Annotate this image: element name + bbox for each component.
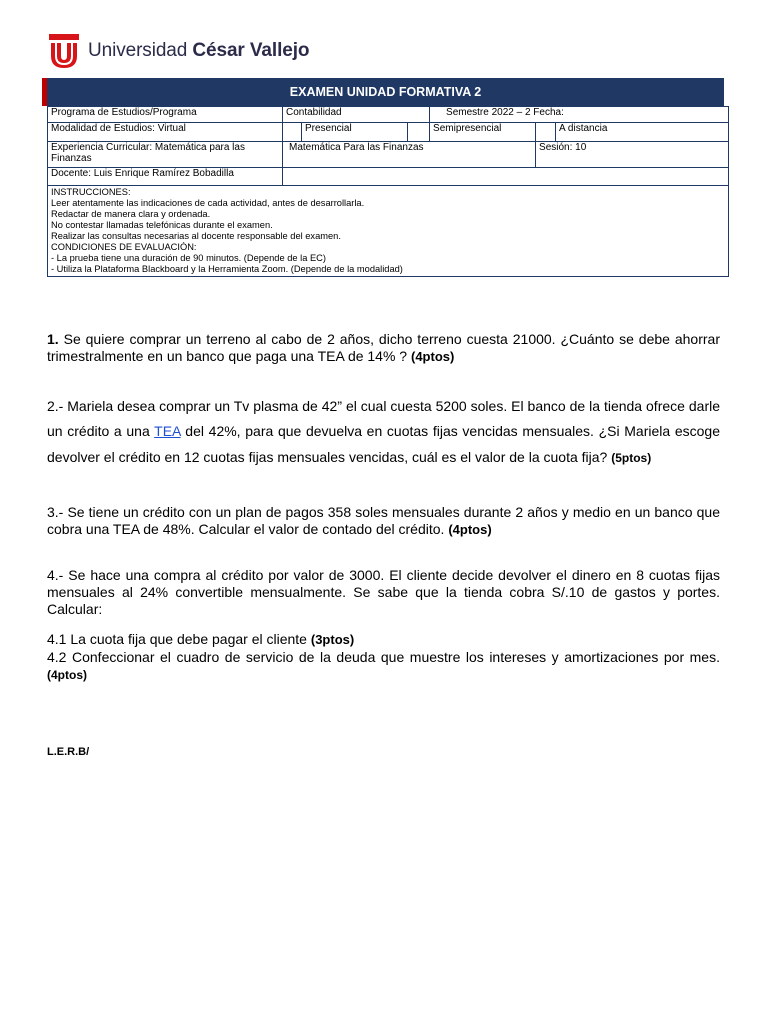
signature-initials: L.E.R.B/ [47, 746, 90, 758]
instruction-line: Leer atentamente las indicaciones de cada actividad, antes de desarrollarla. [51, 198, 365, 208]
condition-line: - Utiliza la Plataforma Blackboard y la Herramienta Zoom. (Depende de la modalidad) [51, 264, 403, 274]
instruction-line: No contestar llamadas telefónicas durante el examen. [51, 220, 273, 230]
question-4-2: 4.2 Confeccionar el cuadro de servicio de la deuda que muestre los intereses y amortizaciones por mes. (4ptos) [47, 649, 720, 682]
instructions-box [48, 186, 729, 277]
exam-header [42, 78, 724, 277]
university-logo [49, 34, 309, 68]
teacher-extra-cell [283, 168, 729, 186]
teacher-name: Docente: Luis Enrique Ramírez Bobadilla [48, 168, 283, 186]
modality-label: Modalidad de Estudios: Virtual [48, 123, 283, 142]
semester-date: Semestre 2022 – 2 Fecha: [430, 107, 729, 123]
condition-line: - La prueba tiene una duración de 90 minutos. (Depende de la EC) [51, 253, 326, 263]
semipresencial-label: Semipresencial [430, 123, 536, 142]
exam-info-table [47, 106, 729, 277]
instruction-line: Realizar las consultas necesarias al docente responsable del examen. [51, 231, 341, 241]
distancia-checkbox[interactable] [536, 123, 556, 142]
university-name: Universidad César Vallejo [88, 40, 310, 61]
presencial-checkbox[interactable] [283, 123, 302, 142]
question-3: 3.- Se tiene un crédito con un plan de pagos 358 soles mensuales durante 2 años y medio en un banco que cobra una TEA de 48%. Calcular el valor de contado del crédito. (4ptos) [47, 504, 720, 537]
conditions-heading: CONDICIONES DE EVALUACIÓN: [51, 242, 197, 252]
subject-name: Matemática Para las Finanzas [283, 142, 536, 168]
exam-title: EXAMEN UNIDAD FORMATIVA 2 [42, 78, 724, 106]
session-number: Sesión: 10 [536, 142, 729, 168]
experience-label: Experiencia Curricular: Matemática para las Finanzas [48, 142, 283, 168]
program-label: Programa de Estudios/Programa [48, 107, 283, 123]
instruction-line: Redactar de manera clara y ordenada. [51, 209, 211, 219]
presencial-label: Presencial [302, 123, 408, 142]
program-value: Contabilidad [283, 107, 430, 123]
question-2: 2.- Mariela desea comprar un Tv plasma de 42” el cual cuesta 5200 soles. El banco de la tienda ofrece darle un crédito a una TEA del 42%, para que devuelva en cuotas fijas vencidas mensuales. ¿Si Mariela escoge devolver el crédito en 12 cuotas fijas mensuales vencidas, cuál es el valor de la cuota fija? (5ptos) [47, 398, 720, 465]
instructions-heading: INSTRUCCIONES: [51, 187, 131, 197]
tea-link[interactable]: TEA [154, 423, 181, 440]
semipresencial-checkbox[interactable] [408, 123, 430, 142]
distancia-label: A distancia [556, 123, 729, 142]
question-4-1: 4.1 La cuota fija que debe pagar el cliente (3ptos) [47, 631, 355, 647]
question-1: 1. Se quiere comprar un terreno al cabo de 2 años, dicho terreno cuesta 21000. ¿Cuánto se debe ahorrar trimestralmente en un banco que paga una TEA de 14% ? (4ptos) [47, 331, 720, 364]
ucv-shield-icon [49, 34, 79, 68]
question-4: 4.- Se hace una compra al crédito por valor de 3000. El cliente decide devolver el dinero en 8 cuotas fijas mensuales al 24% convertible mensualmente. Se sabe que la tienda cobra S/.10 de gastos y portes. Calcular: [47, 567, 720, 617]
